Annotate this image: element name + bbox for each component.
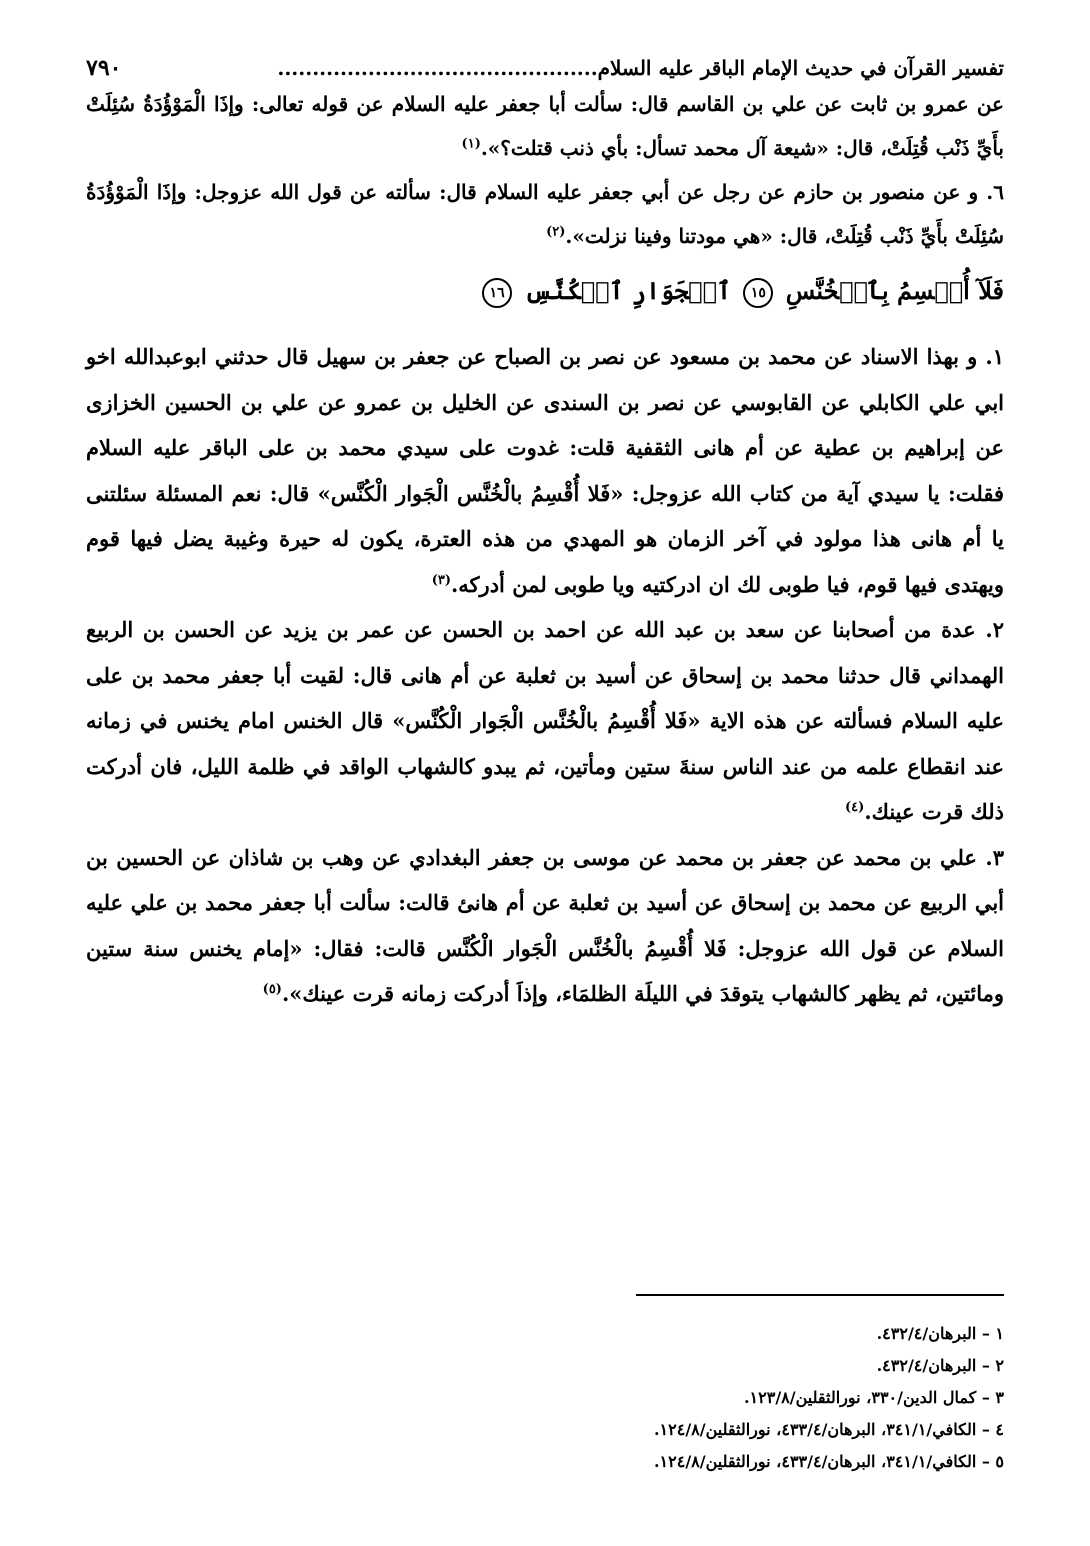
paragraph-hadith-3: [86, 835, 1004, 1017]
ayah-number-mark: ١٦: [482, 278, 512, 308]
quran-verse: [86, 270, 1004, 312]
running-head-dots: ..............................................: [277, 56, 598, 80]
paragraph-top-1: [86, 82, 1004, 170]
page-number: ٧٩٠: [86, 55, 122, 81]
paragraph-text: ٦. و عن منصور بن حازم عن رجل عن أبي جعفر عليه السلام قال: سألته عن قول الله عزوجل: وإذَا الْمَوْؤُدَةُ سُئِلَتْ بأَيِّ ذَنْب قُتِلَتْ، قال: «هي مودتنا وفينا نزلت».: [86, 180, 1004, 248]
paragraph-top-2: [86, 170, 1004, 258]
paragraph-text: ٣. علي بن محمد عن جعفر بن محمد عن موسى بن جعفر البغدادي عن وهب بن شاذان عن الحسين بن أبي الربيع عن محمد بن إسحاق عن أسيد بن ثعلبة عن أم هانئ قالت: سألت أبا جعفر محمد بن علي عليه السلام عن قول الله عزوجل: فَلا أُقْسِمُ بالْخُنَّس الْجَوار الْكُنَّس قالت: فقال: «إمام يخنس سنة ستين ومائتين، ثم يظهر كالشهاب يتوقدَ في الليلَة الظلمَاء، وإذاَ أدركت زمانه قرت عينك».: [86, 844, 1004, 1006]
footnote-separator: [636, 1294, 1004, 1296]
footnote-item: ٥ – الكافي/٣٤١/١، البرهان/٤٣٣/٤، نورالثقلين/١٢٤/٨.: [653, 1452, 1004, 1471]
footnote-ref: (٢): [546, 224, 566, 240]
top-section: [86, 82, 1004, 258]
paragraph-hadith-2: [86, 607, 1004, 835]
paragraph-hadith-1: [86, 334, 1004, 607]
footnote-item: ٤ – الكافي/٣٤١/١، البرهان/٤٣٣/٤، نورالثقلين/١٢٤/٨.: [653, 1420, 1004, 1439]
footnote-ref: (٤): [845, 800, 865, 815]
verse-text-1: فَلَآ أُقۡسِمُ بِٱلۡخُنَّسِ: [785, 276, 1004, 305]
footnote-ref: (٣): [431, 572, 451, 588]
footnote-item: ٢ – البرهان/٤٣٢/٤.: [876, 1356, 1004, 1375]
paragraph-text: عن عمرو بن ثابت عن علي بن القاسم قال: سألت أبا جعفر عليه السلام عن قوله تعالى: وإذَا الْمَوْؤُدَةُ سُئِلَتْ بأَيِّ ذَنْب قُتِلَتْ، قال: «شيعة آل محمد تسأل: بأي ذنب قتلت؟».: [86, 92, 1004, 160]
footnotes: [86, 1318, 1004, 1478]
ayah-number-mark: ١٥: [743, 278, 773, 308]
footnote-item: ١ – البرهان/٤٣٢/٤.: [876, 1324, 1004, 1343]
footnote-ref: (١): [461, 136, 481, 152]
running-head: [86, 52, 1004, 82]
running-head-title: تفسير القرآن في حديث الإمام الباقر عليه السلام: [597, 56, 1004, 80]
paragraph-text: ٢. عدة من أصحابنا عن سعد بن عبد الله عن احمد بن الحسن عن عمر بن يزيد عن الحسن بن الربيع الهمداني قال حدثنا محمد بن إسحاق عن أسيد بن ثعلبة عن أم هانى قال: لقيت أبا جعفر محمد بن على عليه السلام فسألته عن هذه الاية «فَلا أُقْسِمُ بالْخُنَّس الْجَوار الْكُنَّس» قال الخنس امام يخنس في زمانه عند انقطاع علمه من عند الناس سنةَ ستين ومأتين، ثم يبدو كالشهاب الواقد في ظلمة الليل، فان أدركت ذلك قرت عينك.: [86, 617, 1004, 824]
running-head-title-wrap: [127, 54, 1004, 82]
main-section: [86, 334, 1004, 1017]
footnote-ref: (٥): [262, 982, 282, 997]
verse-text-2: ٱلۡجَوَارِ ٱلۡكُنَّسِ: [524, 276, 732, 305]
footnote-item: ٣ – كمال الدين/٣٣٠، نورالثقلين/١٢٣/٨.: [743, 1388, 1004, 1407]
paragraph-text: ١. و بهذا الاسناد عن محمد بن مسعود عن نصر بن الصباح عن جعفر بن سهيل قال حدثني ابوعبدالله اخو ابي علي الكابلي عن القابوسي عن نصر بن السندى عن الخليل بن عمرو عن علي بن الحسين الخزازى عن إبراهيم بن عطية عن أم هانى الثقفية قلت: غدوت على سيدي محمد بن على الباقر عليه السلام فقلت: يا سيدي آية من كتاب الله عزوجل: «فَلا أُقْسِمُ بالْخُنَّس الْجَوار الْكُنَّس» قال: نعم المسئلة سئلتنى يا أم هانى هذا مولود في آخر الزمان هو المهدي من هذه العترة، يكون له حيرة وغيبة يضل فيها قوم ويهتدى فيها قوم، فيا طوبى لك ان ادركتيه ويا طوبى لمن أدركه.: [86, 344, 1005, 597]
